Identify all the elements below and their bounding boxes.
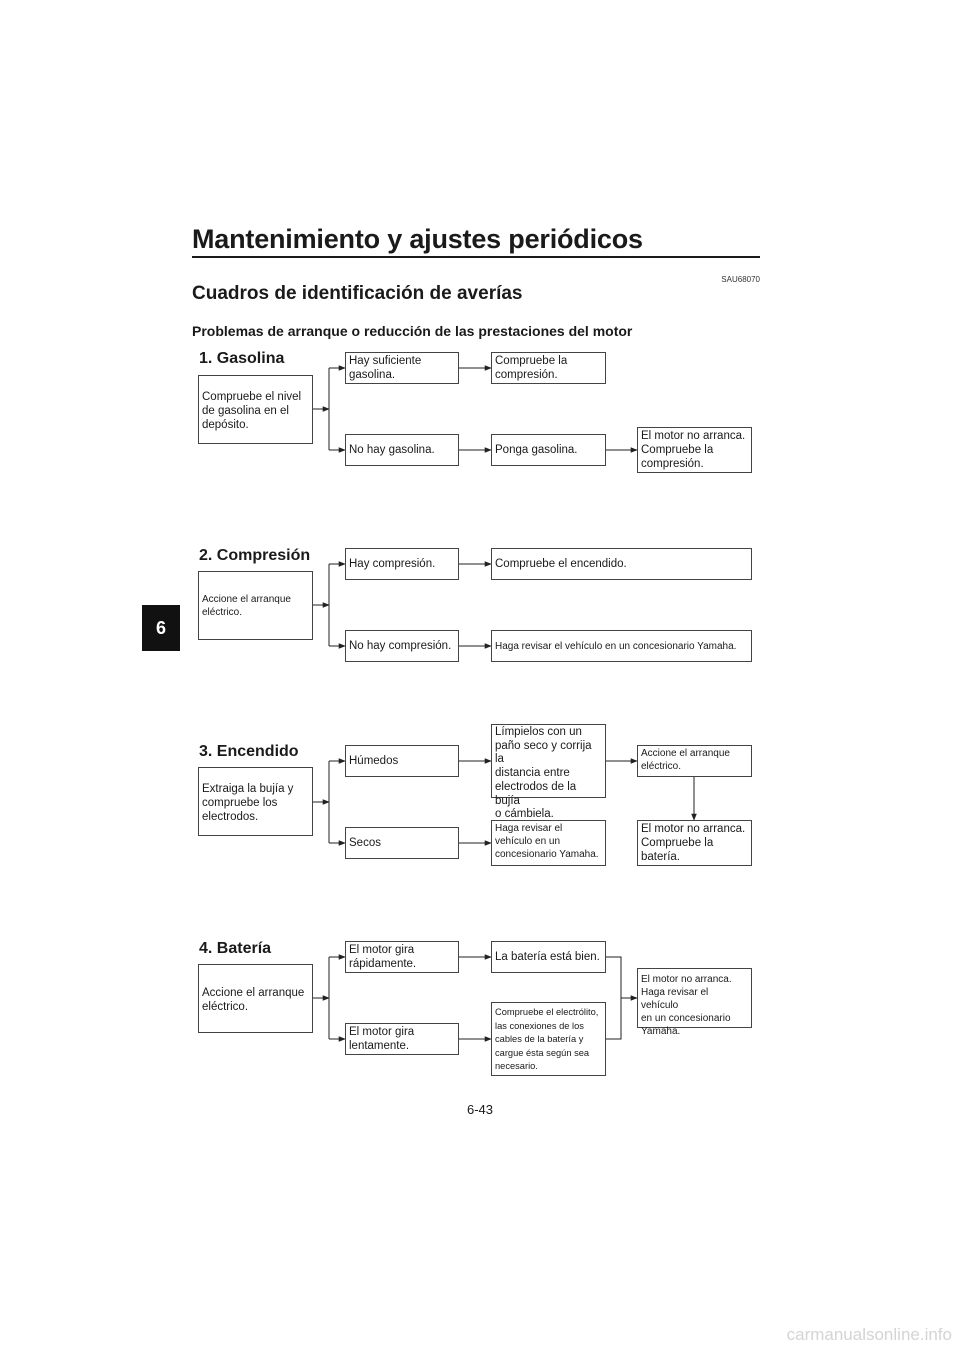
flow3-lower-end-box: El motor no arranca. Compruebe la batería. [637,820,752,866]
flow2-lower-box: No hay compresión. [345,630,459,662]
flow4-lower-box: El motor gira lentamente. [345,1023,459,1055]
flow-title-bateria: 4. Batería [199,940,272,957]
flow2-upper-next-box: Compruebe el encendido. [491,548,752,580]
flow3-upper-next-box: Límpielos con un paño seco y corrija la distancia entre electrodos de la bujía o cámbiela. [491,724,606,798]
flow1-lower-box: No hay gasolina. [345,434,459,466]
flow4-start-box: Accione el arranque eléctrico. [198,964,313,1033]
section-title: Cuadros de identificación de averías [192,283,523,304]
flow-title-encendido: 3. Encendido [199,743,299,760]
flow2-upper-box: Hay compresión. [345,548,459,580]
flow3-lower-next-box: Haga revisar el vehículo en un concesionario Yamaha. [491,820,606,866]
page-title: Mantenimiento y ajustes periódicos [192,224,643,254]
flow-title-compresion: 2. Compresión [199,547,311,564]
flow2-start-box: Accione el arranque eléctrico. [198,571,313,640]
chapter-tab: 6 [142,605,180,651]
flow1-lower-end-box: El motor no arranca. Compruebe la compresión. [637,427,752,473]
flow1-upper-box: Hay suficiente gasolina. [345,352,459,384]
section-subtitle: Problemas de arranque o reducción de las prestaciones del motor [192,323,633,339]
page-number: 6-43 [466,1102,494,1117]
flow-title-gasolina: 1. Gasolina [199,350,285,367]
watermark: carmanualsonline.info [786,1325,952,1344]
flow4-upper-next-box: La batería está bien. [491,941,606,973]
section-code: SAU68070 [721,275,760,284]
flow4-end-box: El motor no arranca. Haga revisar el vehículo en un concesionario Yamaha. [637,968,752,1028]
flow2-lower-next-box: Haga revisar el vehículo en un concesionario Yamaha. [491,630,752,662]
flow3-lower-box: Secos [345,827,459,859]
flow1-start-box: Compruebe el nivel de gasolina en el depósito. [198,375,313,444]
flow1-upper-next-box: Compruebe la compresión. [491,352,606,384]
flow3-start-box: Extraiga la bujía y compruebe los electrodos. [198,767,313,836]
flow1-lower-next-box: Ponga gasolina. [491,434,606,466]
flow4-lower-next-box: Compruebe el electrólito, las conexiones de los cables de la batería y cargue ésta según sea necesario. [491,1002,606,1076]
flow3-upper-box: Húmedos [345,745,459,777]
flow4-upper-box: El motor gira rápidamente. [345,941,459,973]
flow3-upper-end-box: Accione el arranque eléctrico. [637,745,752,777]
